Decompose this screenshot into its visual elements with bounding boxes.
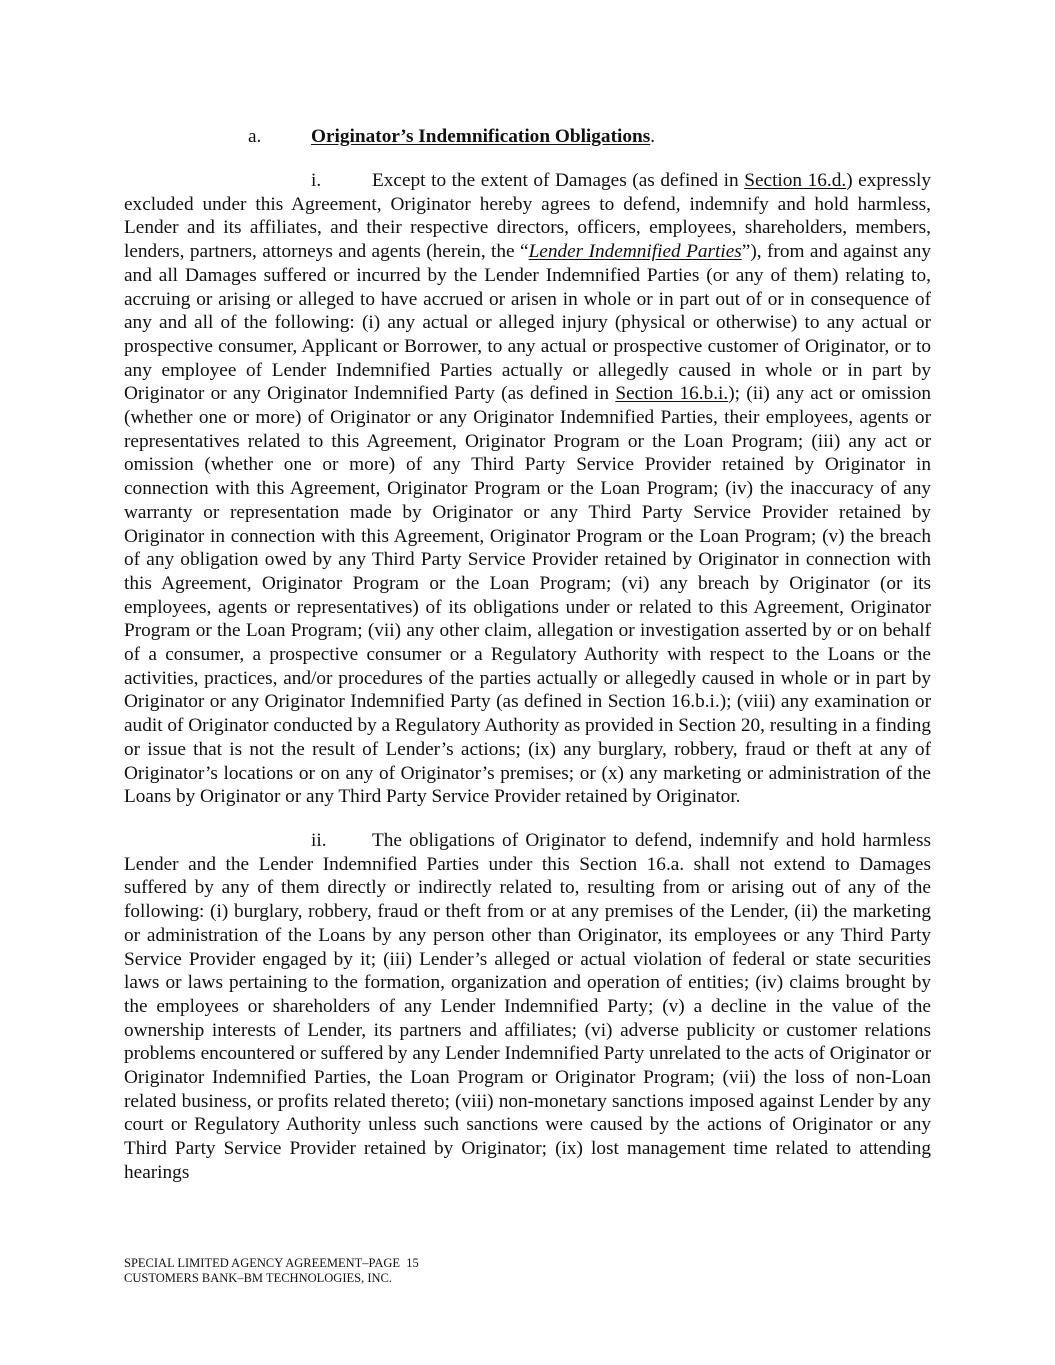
section-reference: Section 16.b.i. xyxy=(615,383,729,405)
section-title xyxy=(311,125,655,149)
paragraph-text: Except to the extent of Damages (as defined in xyxy=(372,170,745,191)
page-footer xyxy=(124,1256,419,1285)
defined-term: Lender Indemnified Parties xyxy=(528,241,742,263)
paragraph-number: ii. xyxy=(311,829,327,851)
document-page xyxy=(124,125,931,1205)
section-title-suffix: . xyxy=(650,126,656,147)
paragraph-ii xyxy=(124,829,931,1185)
section-title-text: Originator’s Indemnification Obligations xyxy=(311,126,651,147)
section-number: a. xyxy=(248,126,262,147)
section-reference: Section 16.d. xyxy=(744,170,847,191)
section-heading xyxy=(124,125,931,149)
paragraph-text: ); (ii) any act or omission (whether one or more) of Originator or any Originator Indemnified Parties, their employees, agents or representatives related to this Agreement, Originator Program or the Loan Program; (iii) any act or omission (whether one or more) of any Third Party Service Provider retained by Originator in connection with this Agreement, Originator Program or the Loan Program; (iv) the inaccuracy of any warranty or representation made by Originator or any Third Party Service Provider retained by Originator in connection with this Agreement, Originator Program or the Loan Program; (v) the breach of any obligation owed by any Third Party Service Provider retained by Originator in connection with this Agreement, Originator Program or the Loan Program; (vi) any breach by Originator (or its employees, agents or representatives) of its obligations under or related to this Agreement, Originator Program or the Loan Program; (vii) any other claim, allegation or investigation asserted by or on behalf of a consumer, a prospective consumer or a Regulatory Authority with respect to the Loans or the activities, practices, and/or procedures of the parties actually or allegedly caused in whole or in part by Originator or any Originator Indemnified Party (as defined in Section 16.b.i.); (viii) any examination or audit of Originator conducted by a Regulatory Authority as provided in Section 20, resulting in a finding or issue that is not the result of Lender’s actions; (ix) any burglary, robbery, fraud or theft at any of Originator’s locations or on any of Originator’s premises; or (x) any marketing or administration of the Loans by Originator or any Third Party Service Provider retained by Originator. xyxy=(124,383,931,808)
paragraph-text: ”), from and against any and all Damages suffered or incurred by the Lender Indemnified Parties (or any of them) relating to, accruing or arising or alleged to have accrued or arisen in whole or in part out of or in consequence of any and all of the following: (i) any actual or alleged injury (physical or otherwise) to any actual or prospective consumer, Applicant or Borrower, to any actual or prospective customer of Originator, or to any employee of Lender Indemnified Parties actually or allegedly caused in whole or in part by Originator or any Originator Indemnified Party (as defined in xyxy=(124,241,931,405)
paragraph-number: i. xyxy=(311,170,322,191)
paragraph-text: The obligations of Originator to defend, indemnify and hold harmless Lender and the Lender Indemnified Parties under this Section 16.a. shall not extend to Damages suffered by any of them directly or indirectly related to, resulting from or arising out of any of the following: (i) burglary, robbery, fraud or theft from or at any premises of the Lender, (ii) the marketing or administration of the Loans by any person other than Originator, its employees or any Third Party Service Provider engaged by it; (iii) Lender’s alleged or actual violation of federal or state securities laws or laws pertaining to the formation, organization and operation of entities; (iv) claims brought by the employees or shareholders of any Lender Indemnified Party; (v) a decline in the value of the ownership interests of Lender, its partners and affiliates; (vi) adverse publicity or customer relations problems encountered or suffered by any Lender Indemnified Party unrelated to the acts of Originator or Originator Indemnified Parties, the Loan Program or Originator Program; (vii) the loss of non-Loan related business, or profits related thereto; (viii) non-monetary sanctions imposed against Lender by any court or Regulatory Authority unless such sanctions were caused by the actions of Originator or any Third Party Service Provider retained by Originator; (ix) lost management time related to attending hearings xyxy=(124,829,931,1183)
paragraph-i xyxy=(124,169,931,809)
footer-line-1: SPECIAL LIMITED AGENCY AGREEMENT–PAGE 15 xyxy=(124,1256,419,1270)
paragraph-text: ) expressly excluded under this Agreement, Originator hereby agrees to defend, indemnify and hold harmless, Lender and its affiliates, and their respective directors, officers, employees, shareholders, members, lenders, partners, attorneys and agents (herein, the “ xyxy=(124,170,931,263)
footer-line-2: CUSTOMERS BANK–BM TECHNOLOGIES, INC. xyxy=(124,1270,392,1285)
